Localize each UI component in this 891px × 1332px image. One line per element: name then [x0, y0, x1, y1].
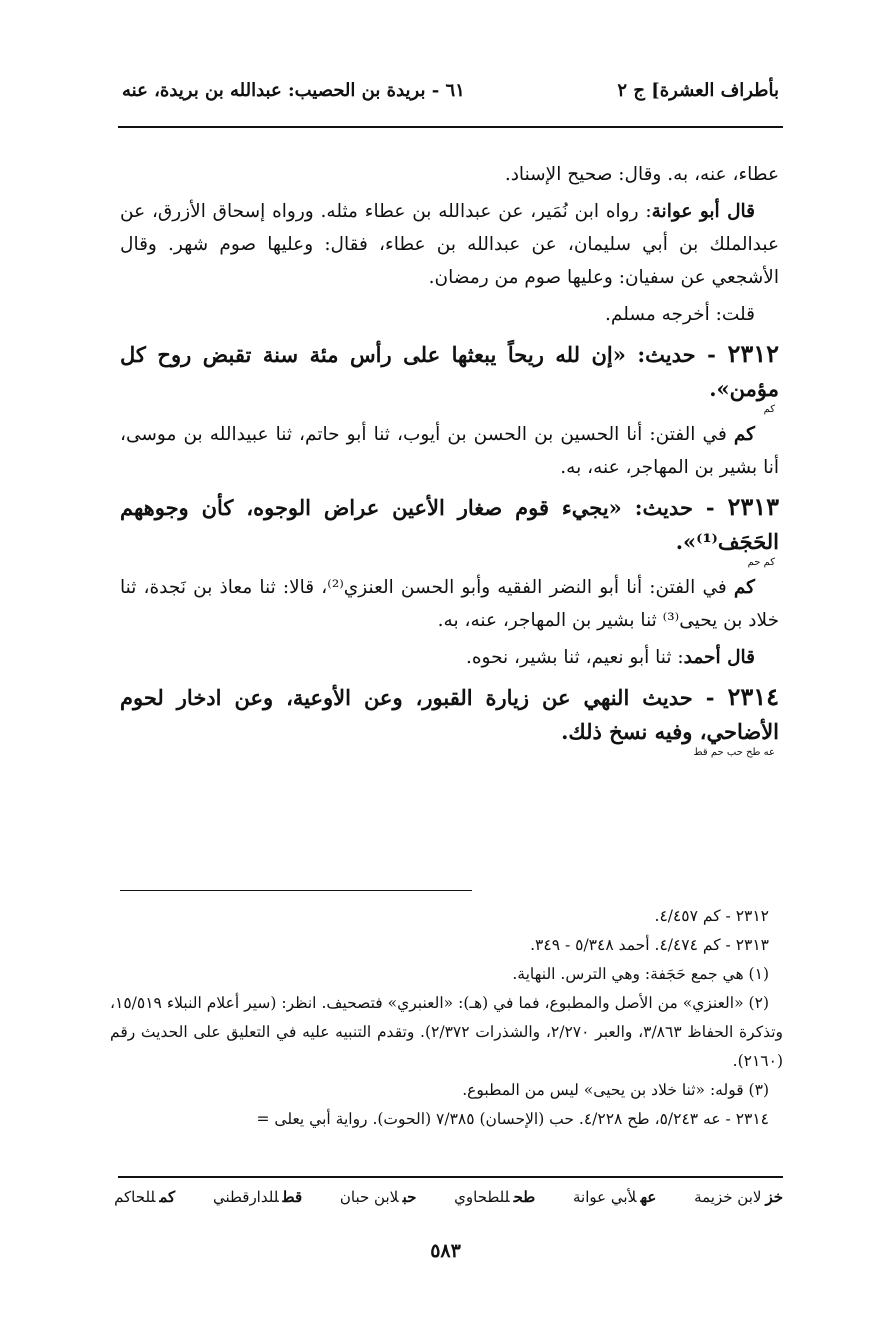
footnote-divider — [120, 890, 472, 891]
abu-awana-label: قال أبو عوانة — [651, 201, 755, 222]
running-header — [122, 80, 779, 116]
abbrev-item: حبلابن حبان — [339, 1188, 417, 1206]
footnote-3: (٣) قوله: «ثنا خلاد بن يحيى» ليس من المطبوع. — [462, 1081, 769, 1099]
paragraph-hakim-2 — [120, 571, 779, 637]
source-label: كم — [733, 577, 755, 598]
footnote-ref-2314: ٢٣١٤ - عه ٥/٢٤٣، طح ٤/٢٢٨. حب (الإحسان) ٧/٣٨٥ (الحوت). رواية أبي يعلى = — [256, 1110, 769, 1128]
hadith-2314 — [120, 680, 779, 759]
page-number: ٥٨٣ — [430, 1240, 461, 1262]
abbreviations-divider — [118, 1176, 783, 1178]
footnote-1: (١) هي جمع حَجَفة: وهي الترس. النهاية. — [512, 965, 769, 983]
hadith-2313 — [120, 490, 779, 569]
abbrev-item: خزلابن خزيمة — [694, 1188, 783, 1206]
paragraph-note: قلت: أخرجه مسلم. — [605, 304, 755, 325]
paragraph-abu-awana — [120, 195, 779, 294]
main-text — [120, 158, 779, 761]
hadith-number: ٢٣١٣ — [727, 492, 780, 521]
ahmad-text: : ثنا أبو نعيم، ثنا بشير، نحوه. — [465, 647, 684, 668]
source-text: في الفتن: أنا أبو النضر الفقيه وأبو الحسن العنزي⁽²⁾، قالا: ثنا معاذ بن نَجدة، ثنا خلاد بن يحيى⁽³⁾ ثنا بشير بن المهاجر، عنه، به. — [120, 577, 779, 631]
paragraph-ahmad — [120, 641, 779, 674]
hadith-number: ٢٣١٤ — [727, 682, 779, 711]
paragraph-1: عطاء، عنه، به. وقال: صحيح الإسناد. — [504, 164, 779, 185]
hadith-2312 — [120, 337, 779, 416]
hadith-number: ٢٣١٢ — [727, 339, 780, 368]
header-divider — [118, 126, 783, 128]
abbrev-item: كمللحاكم — [114, 1188, 176, 1206]
hadith-text: - حديث: «إن لله ريحاً يبعثها على رأس مئة سنة تقبض روح كل مؤمن». — [120, 342, 779, 401]
hadith-text: - حديث النهي عن زيارة القبور، وعن الأوعية، وعن ادخار لحوم الأضاحي، وفيه نسخ ذلك. — [120, 685, 779, 744]
hadith-source-sigla: عه طح حب حم قط — [693, 747, 775, 758]
footnote-ref-2312: ٢٣١٢ - كم ٤/٤٥٧. — [654, 907, 769, 925]
abu-awana-text: : رواه ابن نُمَير، عن عبدالله بن عطاء مثله. ورواه إسحاق الأزرق، عن عبدالملك بن أبي سليمان، عن عبدالله بن عطاء، فقال: وعليها صوم شهر. وقال الأشجعي عن سفيان: وعليها صوم من رمضان. — [120, 201, 779, 288]
header-book-title: بأطراف العشرة] ج ٢ — [617, 80, 779, 101]
abbrev-item: قطللدارقطني — [212, 1188, 303, 1206]
hadith-text: - حديث: «يجيء قوم صغار الأعين عراض الوجوه، كأن وجوههم الحَجَف⁽¹⁾». — [120, 495, 779, 554]
footnote-ref-2313: ٢٣١٣ - كم ٤/٤٧٤. أحمد ٥/٣٤٨ - ٣٤٩. — [530, 936, 769, 954]
paragraph-hakim-1 — [120, 418, 779, 484]
ahmad-label: قال أحمد — [683, 647, 755, 668]
abbrev-item: طحللطحاوي — [454, 1188, 536, 1206]
footnote-2: (٢) «العنزي» من الأصل والمطبوع، فما في (هـ): «العنبري» فتصحيف. انظر: (سير أعلام النبلاء ١٥/٥١٩، وتذكرة الحفاظ ٣/٨٦٣، والعبر ٢/٢٧٠، والشذرات ٢/٣٧٢). وتقدم التنبيه عليه في التعليق على الحديث رقم (٢١٦٠). — [110, 994, 784, 1070]
source-label: كم — [733, 424, 755, 445]
abbreviations-legend — [114, 1188, 783, 1206]
source-text: في الفتن: أنا الحسين بن الحسن بن أيوب، ثنا أبو حاتم، ثنا عبيدالله بن موسى، أنا بشير بن المهاجر، عنه، به. — [120, 424, 779, 478]
abbrev-item: عهلأبي عوانة — [572, 1188, 657, 1206]
header-chapter-title: ٦١ - بريدة بن الحصيب: عبدالله بن بريدة، عنه — [122, 80, 465, 101]
hadith-source-sigla: كم حم — [747, 557, 775, 568]
hadith-source-sigla: كم — [763, 404, 775, 415]
footnotes — [110, 902, 783, 1134]
